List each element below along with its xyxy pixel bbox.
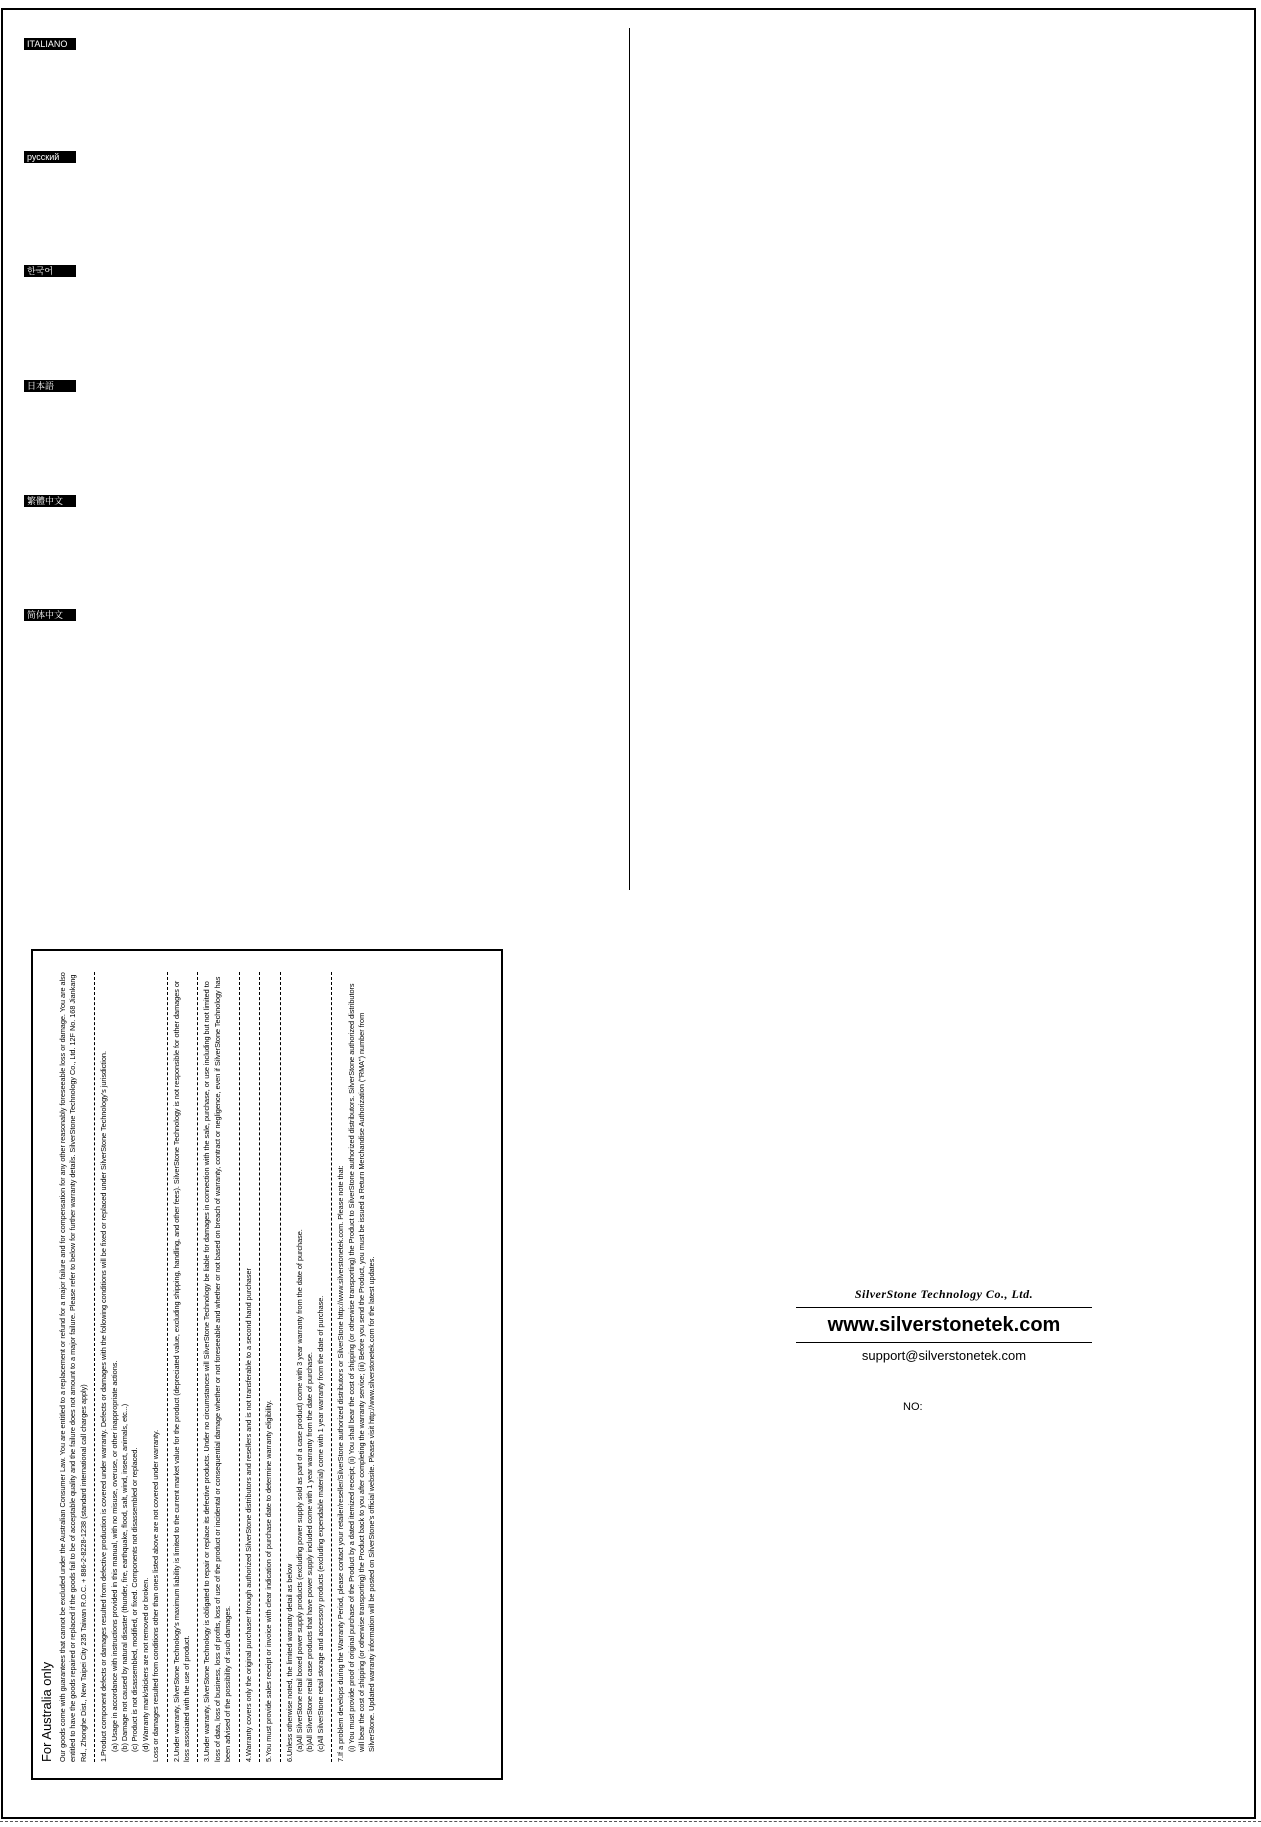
language-label-russian: русский — [24, 151, 76, 163]
warranty-item-3: 3.Under warranty, SilverStone Technology is obligated to repair or replace its defective products. Under no circumstances will SilverStone Technology be liable for damages in connection with the sale, purchase, or use including but not limited to loss of data, loss of business, loss of profits, loss of use of the product or incidental or consequential damage whether or not foreseeable and whether or not based on breach of warranty, contract or negligence, even if SilverStone Technology has been advised of the possibility of such damages. — [202, 976, 233, 1762]
warranty-item-1c: (c) Product is not disassembled, modified, or fixed. Components not disassembled or replaced. — [130, 1447, 140, 1752]
warranty-item-1-note: Loss or damages resulted from conditions other than ones listed above are not covered under warranty. — [151, 1429, 161, 1762]
bottom-cut-line — [0, 1821, 1261, 1822]
warranty-item-1d: (d) Warranty mark/stickers are not removed or broken. — [140, 1577, 150, 1752]
company-name: SilverStone Technology Co., Ltd. — [854, 1287, 1034, 1301]
warranty-item-1: 1.Product component defects or damages resulted from defective production is covered under warranty. Defects or damages with the following conditions will be fixed or replaced under SilverStone Technology's jurisdiction. — [99, 1051, 109, 1762]
serial-number-label: NO: — [903, 1401, 923, 1413]
language-label-traditional-chinese: 繁體中文 — [24, 495, 76, 507]
support-email[interactable]: support@silverstonetek.com — [861, 1348, 1027, 1363]
dashed-separator — [239, 972, 240, 1762]
warranty-item-6b: (b)All SilverStone retail case products that have power supply included come with 1 year warranty from the date of purchase. — [305, 1352, 315, 1752]
warranty-item-5: 5.You must provide sales receipt or invoice with clear indication of purchase date to determine warranty eligibility. — [264, 1400, 274, 1762]
warranty-item-1b: (b) Damage not caused by natural disaster (thunder, fire, earthquake, flood, salt, wind, insect, animals, etc...) — [120, 1403, 130, 1752]
warranty-item-7-body: (i) You must provide proof of original purchase of the Product by a dated itemized receipt; (ii) You shall bear the cost of shipping (or otherwise transporting) the Product to SilverStone authorized distributors. SilverStone authorized distributors will bear the cost of shipping (or otherwise transporting) the Product back to you after completing the warranty service; (iii) Before you send the Product, you must be issued a Return Merchandise Authorization ("RMA") number from SilverStone. Updated warranty information will be posted on SilverStone's official website. Please visit http://www.silverstonetek.com for the latest updates. — [346, 983, 377, 1752]
company-block — [796, 1283, 1092, 1364]
dashed-separator — [259, 972, 260, 1762]
language-label-japanese: 日本語 — [24, 380, 76, 392]
warranty-item-6: 6.Unless otherwise noted, the limited warranty detail as below — [284, 1563, 294, 1762]
warranty-item-6c: (c)All SilverStone retail storage and accessory products (excluding expendable material) come with 1 year warranty from the date of purchase. — [315, 1295, 325, 1752]
language-label-korean: 한국어 — [24, 265, 76, 277]
dashed-separator — [197, 972, 198, 1762]
dashed-separator — [280, 972, 281, 1762]
warranty-item-6a: (a)All SilverStone retail boxed power supply products (excluding power supply sold as part of a case product) come with 3 year warranty from the date of purchase. — [294, 1229, 304, 1752]
language-label-italian: ITALIANO — [24, 38, 76, 50]
warranty-intro: Our goods come with guarantees that cannot be excluded under the Australian Consumer Law. You are entitled to a replacement or refund for a major failure and for compensation for any other reasonably foreseeable loss or damage. You are also entitled to have the goods repaired or replaced if the goods fail to be of acceptable quality and the failure does not amount to a major failure. Please refer to below for further warranty details. SilverStone Technology Co., Ltd. 12F No. 168 Jiankang Rd., Zhonghe Dist., New Taipei City 235 Taiwan R.O.C. + 886-2-8228-1238 (standard international call charges apply) — [58, 972, 88, 1762]
warranty-item-7: 7.If a problem develops during the Warranty Period, please contact your retailer/reseller/SilverStone authorized distributors or SilverStone http://www.silverstonetek.com. Please note that: — [336, 1165, 346, 1762]
dashed-separator — [94, 972, 95, 1762]
australia-warranty-box — [31, 949, 503, 1780]
dashed-separator — [331, 972, 332, 1762]
australia-warranty-text — [39, 972, 489, 1762]
website-url[interactable]: www.silverstonetek.com — [796, 1307, 1092, 1343]
language-label-simplified-chinese: 简体中文 — [24, 609, 76, 621]
warranty-item-1a: (a) Usage in accordance with instructions provided in this manual, with no misuse, overuse, or other inappropriate actions. — [109, 1360, 119, 1752]
dashed-separator — [167, 972, 168, 1762]
warranty-item-4: 4.Warranty covers only the original purchaser through authorized SilverStone distributors and resellers and is not transferable to a second hand purchaser — [243, 1268, 253, 1762]
column-divider — [629, 28, 630, 890]
warranty-item-2: 2.Under warranty, SilverStone Technology's maximum liability is limited to the current market value for the product (depreciated value, excluding shipping, handling, and other fees). SilverStone Technology is not responsible for other damages or loss associated with the use of product. — [171, 980, 192, 1762]
australia-warranty-title: For Australia only — [39, 1661, 54, 1762]
